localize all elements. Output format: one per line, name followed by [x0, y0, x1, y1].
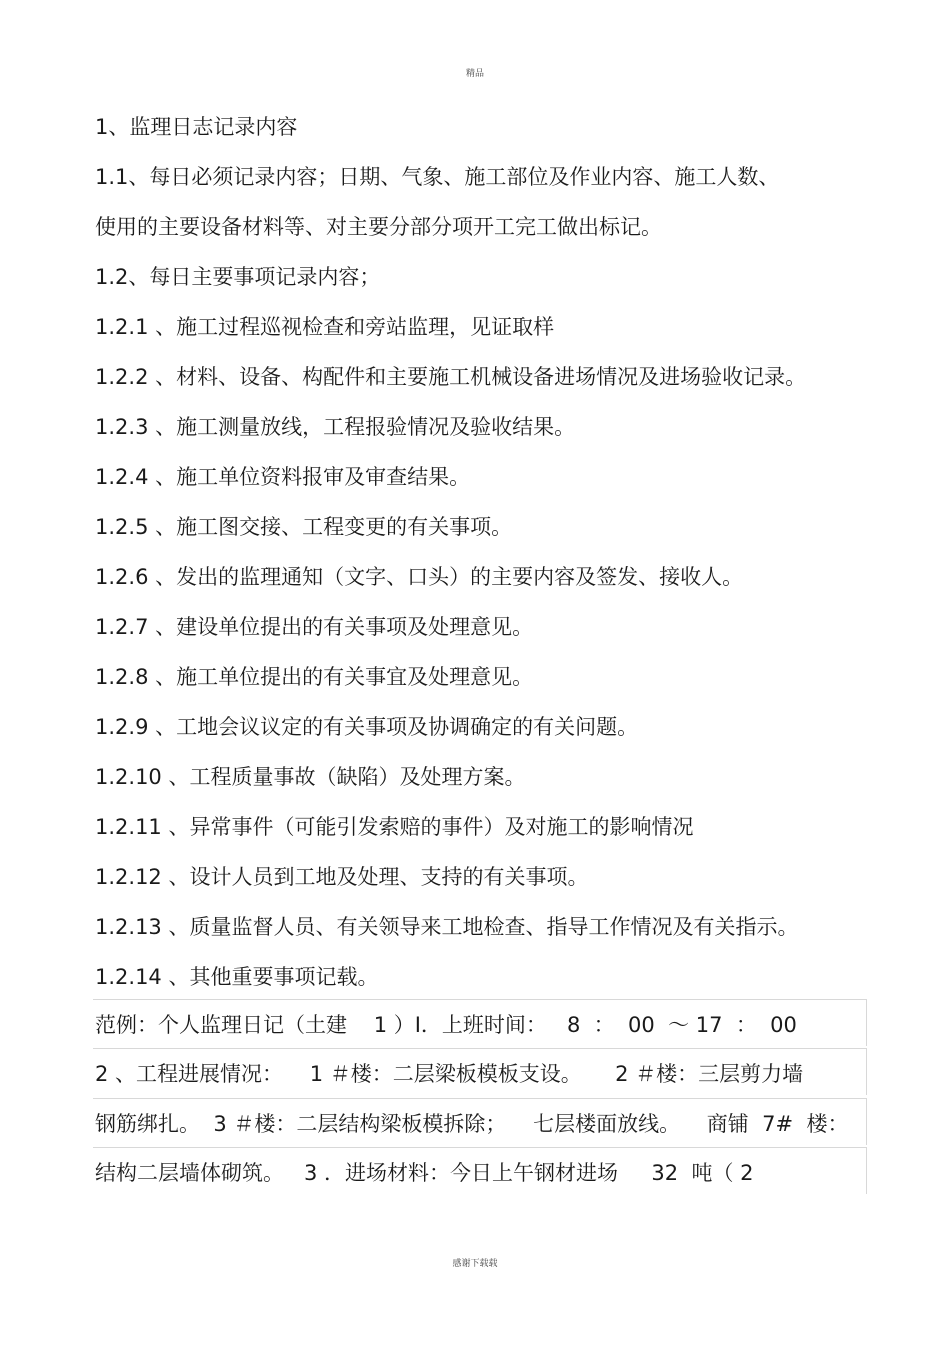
paragraph-line: 1.1、每日必须记录内容；日期、气象、施工部位及作业内容、施工人数、: [95, 165, 780, 189]
example-row-text: 结构二层墙体砌筑。 3 ．进场材料：今日上午钢材进场 32 吨（ 2: [95, 1161, 754, 1185]
example-row: [93, 999, 867, 1046]
list-item: 1.2.7 、建设单位提出的有关事项及处理意见。: [95, 615, 534, 639]
example-row: [93, 1048, 867, 1095]
list-item: 1.2.12 、设计人员到工地及处理、支持的有关事项。: [95, 865, 589, 889]
list-item: 1.2.2 、材料、设备、构配件和主要施工机械设备进场情况及进场验收记录。: [95, 365, 807, 389]
list-item: 1.2.8 、施工单位提出的有关事宜及处理意见。: [95, 665, 534, 689]
example-row: [93, 1147, 867, 1194]
list-item: 1.2.13 、质量监督人员、有关领导来工地检查、指导工作情况及有关指示。: [95, 915, 799, 939]
list-item: 1.2.1 、施工过程巡视检查和旁站监理，见证取样: [95, 315, 555, 339]
example-row: [93, 1098, 867, 1145]
document-body: [95, 112, 875, 1012]
list-item: 1.2.4 、施工单位资料报审及审查结果。: [95, 465, 471, 489]
paragraph-line: 使用的主要设备材料等、对主要分部分项开工完工做出标记。: [95, 215, 662, 239]
example-row-text: 范例：个人监理日记（土建 1 ）Ⅰ．上班时间： 8 ： 00 ～ 17 ： 00: [95, 1013, 797, 1037]
list-item: 1.2.9 、工地会议议定的有关事项及协调确定的有关问题。: [95, 715, 639, 739]
list-item: 1.2.6 、发出的监理通知（文字、口头）的主要内容及签发、接收人。: [95, 565, 744, 589]
example-table: [93, 999, 866, 1192]
list-item: 1.2.5 、施工图交接、工程变更的有关事项。: [95, 515, 513, 539]
paragraph-line: 1.2、每日主要事项记录内容；: [95, 265, 381, 289]
page-header: 精品: [465, 69, 484, 79]
page-footer: 感谢下载载: [452, 1259, 498, 1269]
example-row-text: 2 、工程进展情况： 1 ＃楼：二层梁板模板支设。 2 ＃楼：三层剪力墙: [95, 1062, 804, 1086]
section-heading: 1、监理日志记录内容: [95, 115, 298, 139]
list-item: 1.2.11 、异常事件（可能引发索赔的事件）及对施工的影响情况: [95, 815, 694, 839]
list-item: 1.2.14 、其他重要事项记载。: [95, 965, 379, 989]
list-item: 1.2.3 、施工测量放线，工程报验情况及验收结果。: [95, 415, 576, 439]
list-item: 1.2.10 、工程质量事故（缺陷）及处理方案。: [95, 765, 526, 789]
example-row-text: 钢筋绑扎。 3 ＃楼：二层结构梁板模拆除； 七层楼面放线。 商铺 7# 楼：: [95, 1112, 849, 1136]
